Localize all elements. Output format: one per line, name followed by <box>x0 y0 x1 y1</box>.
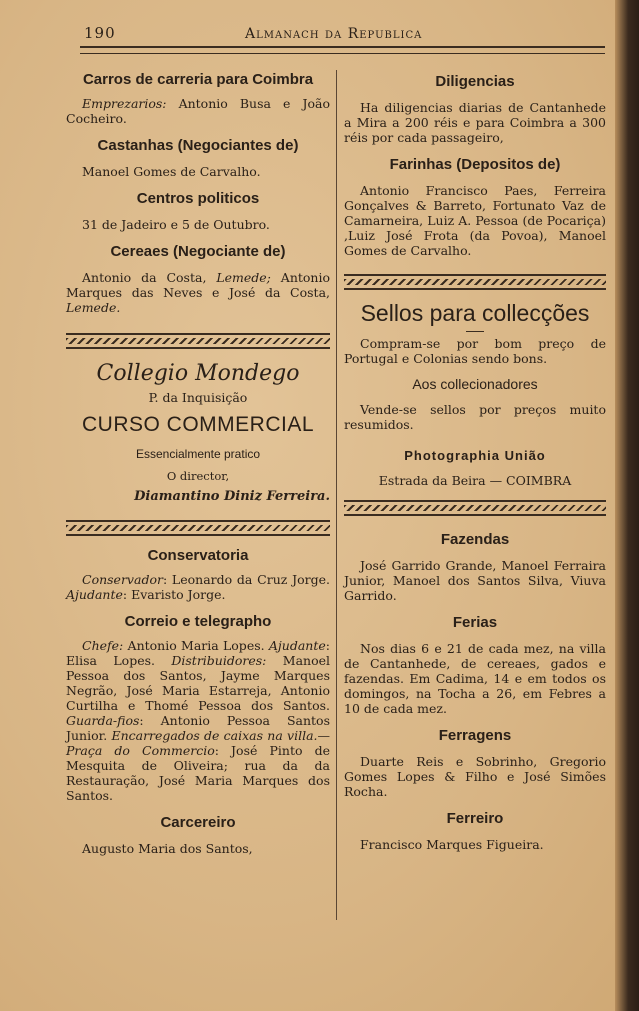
left-column <box>66 70 330 856</box>
section-title-cereaes: Cereaes (Negociante de) <box>110 243 286 260</box>
section-title-ferias: Ferias <box>452 614 498 631</box>
right-column <box>344 72 606 852</box>
running-title: Almanach da Republica <box>245 26 423 42</box>
section-text-conservatoria: Conservador: Leonardo da Cruz Jorge. Ajudante: Evaristo Jorge. <box>66 572 330 602</box>
section-text-ferias: Nos dias 6 e 21 de cada mez, na villa de Cantanhede, de cereaes, gados e fazendas. Em Cadima, 14 e em todos os domingos, na Tocha a 26, em Febres a 10 de cada mez. <box>344 641 606 716</box>
section-title-farinhas: Farinhas (Depositos de) <box>389 156 561 173</box>
section-text-ferreiro: Francisco Marques Figueira. <box>360 837 544 852</box>
ad-sellos-subtitle: Aos collecionadores <box>412 376 538 392</box>
ornament-divider <box>66 520 330 536</box>
page-number: 190 <box>84 24 116 42</box>
page-header <box>80 24 605 46</box>
section-title-castanhas: Castanhas (Negociantes de) <box>97 137 299 154</box>
ad-collegio-role: O director, <box>166 469 230 483</box>
section-title-ferragens: Ferragens <box>438 727 512 744</box>
section-text-castanhas: Manoel Gomes de Carvalho. <box>82 164 261 179</box>
column-divider <box>336 70 337 920</box>
ornament-divider <box>344 500 606 516</box>
ad-sellos-text: Compram-se por bom preço de Portugal e Colonias sendo bons. <box>344 336 606 366</box>
ornament-divider <box>66 333 330 349</box>
section-text-ferragens: Duarte Reis e Sobrinho, Gregorio Gomes Lopes & Filho e José Simões Rocha. <box>344 754 606 799</box>
short-rule <box>466 331 484 332</box>
ornament-divider <box>344 274 606 290</box>
section-title-diligencias: Diligencias <box>435 73 515 90</box>
header-rule <box>80 46 605 54</box>
ad-collegio-subtitle: Essencialmente pratico <box>135 447 261 461</box>
section-title-carros: Carros de carreria para Coimbra <box>82 71 314 88</box>
ad-photographia-address: Estrada da Beira — COIMBRA <box>378 473 572 488</box>
ad-collegio-place: P. da Inquisição <box>148 390 248 405</box>
section-title-carcereiro: Carcereiro <box>160 814 236 831</box>
section-title-ferreiro: Ferreiro <box>446 810 504 827</box>
section-text-fazendas: José Garrido Grande, Manoel Ferraira Junior, Manoel dos Santos Silva, Viuva Garrido. <box>344 558 606 603</box>
section-title-correio: Correio e telegrapho <box>124 613 272 630</box>
ad-collegio-name: Collegio Mondego <box>96 361 300 386</box>
section-title-centros: Centros politicos <box>136 190 260 207</box>
section-title-conservatoria: Conservatoria <box>147 547 249 564</box>
ad-photographia-name: Photographia União <box>404 448 546 463</box>
section-title-fazendas: Fazendas <box>440 531 510 548</box>
ad-sellos-title: Sellos para collecções <box>360 300 590 326</box>
book-spine <box>615 0 639 1011</box>
section-text-farinhas: Antonio Francisco Paes, Ferreira Gonçalves & Barreto, Fortunato Vaz de Camarneira, Luiz A. Pessoa (de Pocariça) ,Luiz José Frota (da Povoa), Manoel Gomes de Carvalho. <box>344 183 606 258</box>
ad-sellos-text2: Vende-se sellos por preços muito resumidos. <box>344 402 606 432</box>
section-text-carcereiro: Augusto Maria dos Santos, <box>82 841 253 856</box>
section-text-diligencias: Ha diligencias diarias de Cantanhede a Mira a 200 réis e para Coimbra a 300 réis por cada passageiro, <box>344 100 606 145</box>
ad-collegio-director: Diamantino Diniz Ferreira. <box>134 489 330 504</box>
section-text-centros: 31 de Jadeiro e 5 de Outubro. <box>82 217 270 232</box>
section-text-cereaes: Antonio da Costa, Lemede; Antonio Marques das Neves e José da Costa, Lemede. <box>66 270 330 315</box>
section-text-correio: Chefe: Antonio Maria Lopes. Ajudante: Elisa Lopes. Distribuidores: Manoel Pessoa dos Santos, Jayme Marques Negrão, José Maria Estarreja, Antonio Curtilha e Thomé Pessoa dos Santos. Guarda-fios: Antonio Pessoa Santos Junior. Encarregados de caixas na villa.— Praça do Commercio: José Pinto de Mesquita de Oliveira; rua da da Restauração, José Maria Marques dos Santos. <box>66 638 330 803</box>
section-text-carros: Emprezarios: Antonio Busa e João Cocheiro. <box>66 96 330 126</box>
ad-collegio-course: CURSO COMMERCIAL <box>81 413 315 436</box>
